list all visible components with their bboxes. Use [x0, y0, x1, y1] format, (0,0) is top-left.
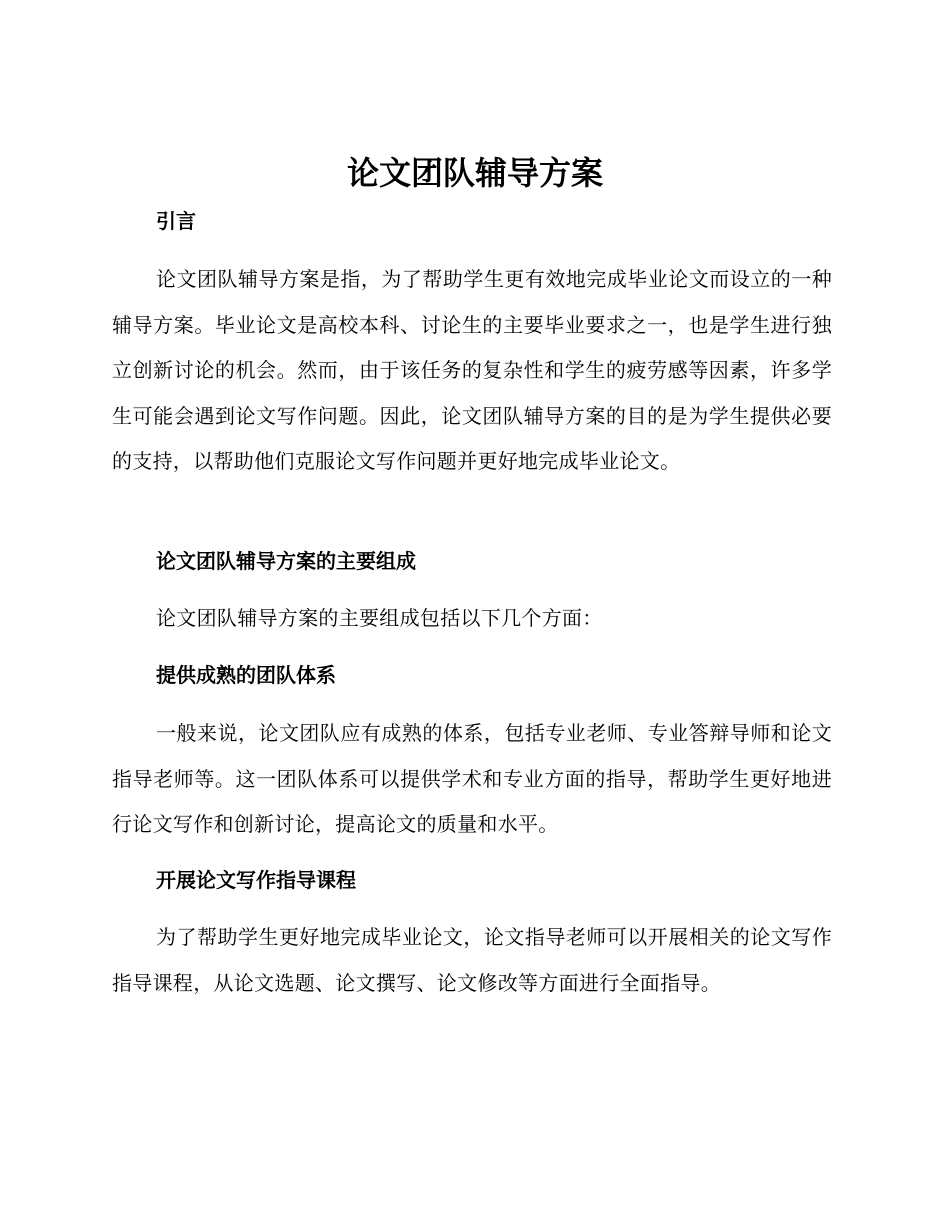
section-heading-writing-course: 开展论文写作指导课程: [156, 868, 356, 892]
section-paragraph-introduction: 论文团队辅导方案是指，为了帮助学生更有效地完成毕业论文而设立的一种辅导方案。毕业论文是高校本科、讨论生的主要毕业要求之一，也是学生进行独立创新讨论的机会。然而，由于该任务的复杂性和学生的疲劳感等因素，许多学生可能会遇到论文写作问题。因此，论文团队辅导方案的目的是为学生提供必要的支持，以帮助他们克服论文写作问题并更好地完成毕业论文。: [112, 267, 832, 473]
section-paragraph-main-components: 论文团队辅导方案的主要组成包括以下几个方面：: [156, 606, 603, 630]
section-paragraph-writing-course: 为了帮助学生更好地完成毕业论文，论文指导老师可以开展相关的论文写作指导课程，从论文选题、论文撰写、论文修改等方面进行全面指导。: [112, 925, 832, 995]
section-heading-main-components: 论文团队辅导方案的主要组成: [156, 549, 416, 573]
document-title: 论文团队辅导方案: [346, 154, 603, 192]
section-heading-team-system: 提供成熟的团队体系: [156, 663, 336, 687]
section-paragraph-team-system: 一般来说，论文团队应有成熟的体系，包括专业老师、专业答辩导师和论文指导老师等。这一团队体系可以提供学术和专业方面的指导，帮助学生更好地进行论文写作和创新讨论，提高论文的质量和水平。: [112, 721, 832, 836]
section-heading-introduction: 引言: [156, 209, 196, 233]
